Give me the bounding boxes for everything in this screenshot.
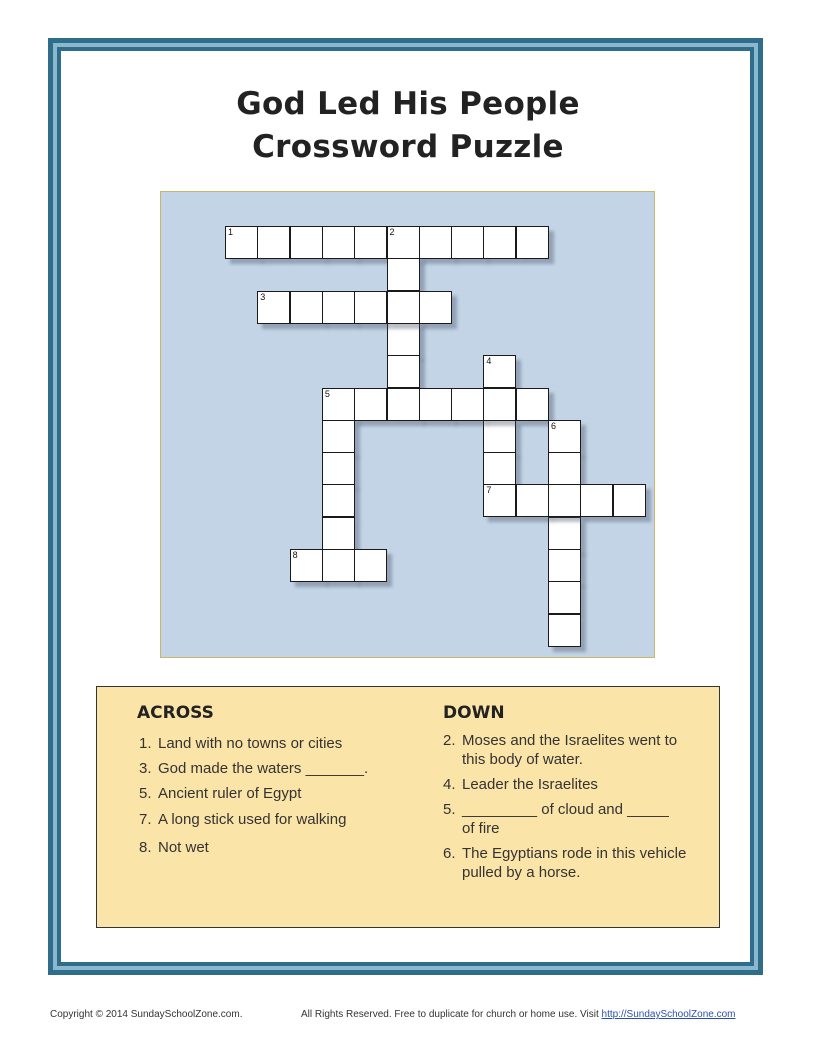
crossword-cell[interactable] <box>548 452 581 485</box>
crossword-cell[interactable] <box>387 226 420 259</box>
crossword-cell[interactable] <box>451 388 484 421</box>
crossword-cell[interactable] <box>516 484 549 517</box>
crossword-cell[interactable] <box>387 323 420 356</box>
crossword-cell[interactable] <box>516 388 549 421</box>
crossword-cell[interactable] <box>354 226 387 259</box>
clue-number-label: 2 <box>389 227 395 237</box>
across-clue-5 <box>139 784 301 803</box>
down-clue-2 <box>443 731 678 768</box>
footer-rights-text: All Rights Reserved. Free to duplicate for church or home use. Visit <box>301 1009 599 1020</box>
page-title-line-1: God Led His People <box>236 86 580 122</box>
footer-link[interactable]: http://SundaySchoolZone.com <box>601 1009 736 1020</box>
crossword-cell[interactable] <box>613 484 646 517</box>
crossword-cell[interactable] <box>548 517 581 550</box>
crossword-cell[interactable] <box>483 452 516 485</box>
across-clue-8 <box>139 838 209 857</box>
across-clue-3 <box>139 759 368 778</box>
crossword-cell[interactable] <box>257 291 290 324</box>
across-clue-7 <box>139 810 346 829</box>
clue-number-label: 1 <box>228 227 234 237</box>
clue-text: Land with no towns or cities <box>158 735 343 752</box>
crossword-cell[interactable] <box>516 226 549 259</box>
crossword-cell[interactable] <box>322 549 355 582</box>
crossword-cell[interactable] <box>322 517 355 550</box>
clue-text: Not wet <box>158 839 209 856</box>
clue-text: Moses and the Israelites went to <box>462 732 678 749</box>
footer-rights <box>301 1009 736 1020</box>
crossword-cell[interactable] <box>451 226 484 259</box>
crossword-cell[interactable] <box>322 291 355 324</box>
crossword-cell[interactable] <box>387 388 420 421</box>
clue-number-label: 6 <box>551 420 557 431</box>
clue-text: God made the waters _______. <box>158 760 369 777</box>
clue-number-label: 8 <box>292 550 298 560</box>
down-heading: DOWN <box>443 703 505 723</box>
crossword-cell[interactable] <box>548 581 581 614</box>
crossword-cell[interactable] <box>290 226 323 259</box>
crossword-cell[interactable] <box>548 614 581 647</box>
crossword-cell[interactable] <box>290 549 323 582</box>
across-heading: ACROSS <box>137 703 214 723</box>
crossword-cell[interactable] <box>322 452 355 485</box>
page-title-line-2: Crossword Puzzle <box>252 129 564 165</box>
crossword-cell[interactable] <box>548 484 581 517</box>
clue-number: 5. <box>443 801 456 818</box>
clue-number: 5. <box>139 785 152 802</box>
crossword-cell[interactable] <box>257 226 290 259</box>
crossword-cell[interactable] <box>483 484 516 517</box>
down-clue-5 <box>443 800 669 837</box>
clue-number-label: 4 <box>486 356 492 367</box>
clue-number: 6. <box>443 845 456 862</box>
clue-number-label: 7 <box>486 485 492 496</box>
crossword-cell[interactable] <box>548 420 581 453</box>
clue-number: 3. <box>139 760 152 777</box>
crossword-cell[interactable] <box>322 388 355 421</box>
crossword-cell[interactable] <box>322 484 355 517</box>
clue-number: 2. <box>443 732 456 749</box>
down-clue-4 <box>443 775 598 794</box>
down-clue-6 <box>443 844 687 881</box>
clue-text: The Egyptians rode in this vehicle <box>462 845 687 862</box>
clue-number-label: 5 <box>324 388 330 399</box>
crossword-cell[interactable] <box>354 291 387 324</box>
clue-number: 7. <box>139 811 152 828</box>
crossword-cell[interactable] <box>483 388 516 421</box>
crossword-cell[interactable] <box>354 388 387 421</box>
crossword-grid <box>160 191 655 658</box>
crossword-cell[interactable] <box>483 355 516 388</box>
clue-text: _________ of cloud and _____ <box>462 801 669 818</box>
clue-text-continued: of fire <box>462 820 500 837</box>
clue-number: 1. <box>139 735 152 752</box>
footer-copyright: Copyright © 2014 SundaySchoolZone.com. <box>50 1009 243 1020</box>
crossword-cell[interactable] <box>580 484 613 517</box>
clue-number: 4. <box>443 776 456 793</box>
crossword-cell[interactable] <box>322 226 355 259</box>
clue-text: A long stick used for walking <box>158 811 347 828</box>
clue-text-continued: pulled by a horse. <box>462 864 581 881</box>
clue-text: Leader the Israelites <box>462 776 598 793</box>
crossword-cell[interactable] <box>548 549 581 582</box>
crossword-cell[interactable] <box>290 291 323 324</box>
crossword-cell[interactable] <box>419 226 452 259</box>
clue-text-continued: this body of water. <box>462 751 583 768</box>
crossword-cell[interactable] <box>354 549 387 582</box>
crossword-cell[interactable] <box>483 226 516 259</box>
crossword-cell[interactable] <box>322 420 355 453</box>
crossword-cell[interactable] <box>483 420 516 453</box>
across-clue-1 <box>139 734 342 753</box>
crossword-cell[interactable] <box>225 226 258 259</box>
crossword-cell[interactable] <box>419 291 452 324</box>
crossword-cell[interactable] <box>387 258 420 291</box>
crossword-cell[interactable] <box>419 388 452 421</box>
clue-number: 8. <box>139 839 152 856</box>
clue-text: Ancient ruler of Egypt <box>158 785 302 802</box>
crossword-cell[interactable] <box>387 291 420 324</box>
crossword-cell[interactable] <box>387 355 420 388</box>
clue-number-label: 3 <box>260 291 266 302</box>
clue-box <box>96 686 720 928</box>
